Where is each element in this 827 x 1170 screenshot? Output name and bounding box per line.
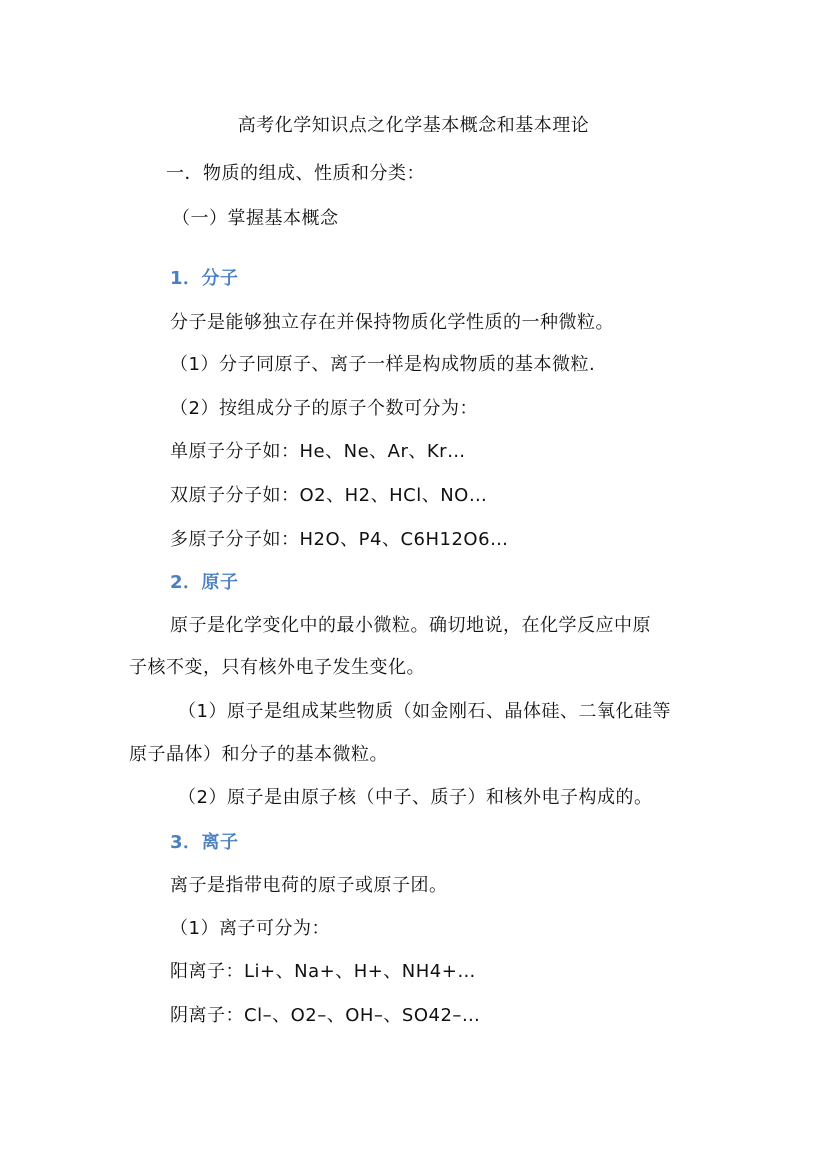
atom-point-1-line-2: 原子晶体）和分子的基本微粒。	[129, 744, 388, 765]
molecule-heading: 1．分子	[170, 268, 239, 289]
cation-examples: 阳离子：Li+、Na+、H+、NH4+…	[170, 961, 476, 982]
diatomic-examples: 双原子分子如：O2、H2、HCl、NO…	[170, 485, 488, 506]
atom-point-2: （2）原子是由原子核（中子、质子）和核外电子构成的。	[178, 787, 653, 808]
atom-definition-line-1: 原子是化学变化中的最小微粒。确切地说，在化学反应中原	[170, 615, 651, 636]
molecule-definition: 分子是能够独立存在并保持物质化学性质的一种微粒。	[170, 312, 614, 333]
ion-point-1: （1）离子可分为：	[170, 918, 330, 939]
ion-heading: 3．离子	[170, 832, 239, 853]
molecule-point-1: （1）分子同原子、离子一样是构成物质的基本微粒.	[170, 354, 596, 375]
subsection-heading: （一）掌握基本概念	[172, 208, 339, 229]
monatomic-examples: 单原子分子如：He、Ne、Ar、Kr…	[170, 441, 466, 462]
atom-point-1-line-1: （1）原子是组成某些物质（如金刚石、晶体硅、二氧化硅等	[178, 701, 671, 722]
molecule-point-2: （2）按组成分子的原子个数可分为：	[170, 398, 478, 419]
anion-examples: 阴离子：Cl–、O2–、OH–、SO42–…	[170, 1005, 481, 1026]
polyatomic-examples: 多原子分子如：H2O、P4、C6H12O6…	[170, 529, 509, 550]
section-heading: 一．物质的组成、性质和分类：	[166, 163, 425, 184]
atom-heading: 2．原子	[170, 572, 239, 593]
document-title: 高考化学知识点之化学基本概念和基本理论	[237, 115, 590, 136]
atom-definition-line-2: 子核不变，只有核外电子发生变化。	[129, 657, 425, 678]
ion-definition: 离子是指带电荷的原子或原子团。	[170, 875, 448, 896]
